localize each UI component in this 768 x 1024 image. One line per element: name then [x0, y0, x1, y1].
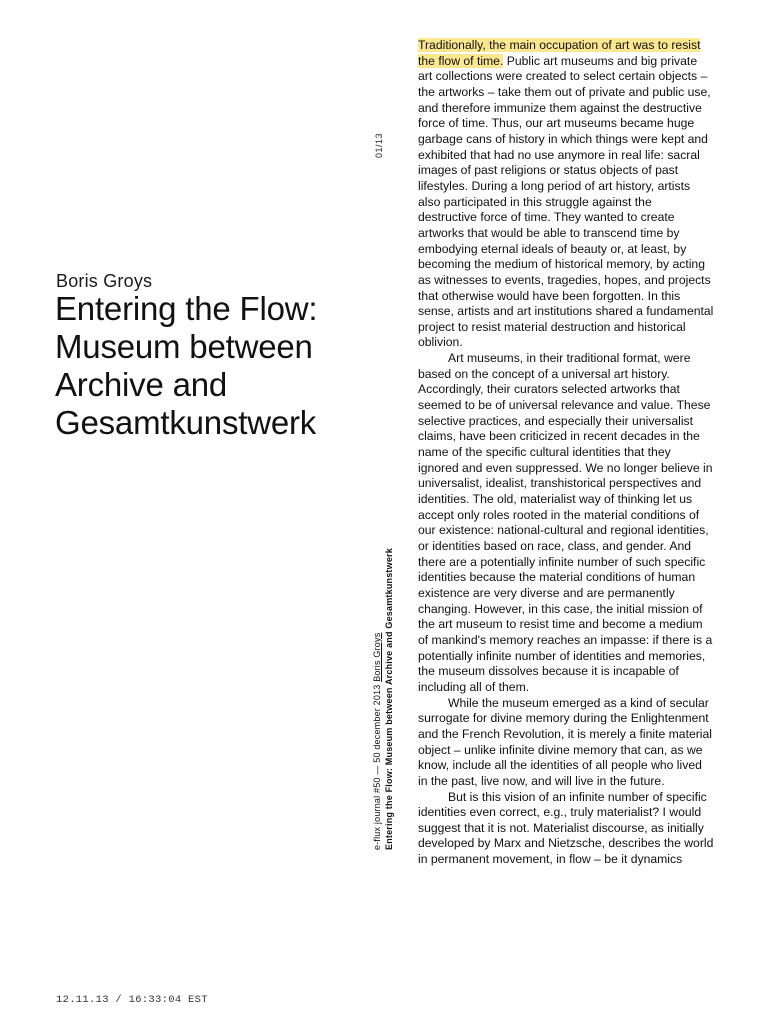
article-body [418, 38, 714, 868]
paragraph: Art museums, in their traditional format, were based on the concept of a universal art history. Accordingly, their curators selected artworks that seemed to be of universal relevance and value. These selective practices, and especially their universalist claims, have been criticized in recent decades in the name of the specific cultural identities that they ignored and even suppressed. We no longer believe in universalist, idealist, transhistorical perspectives and identities. The old, materialist way of thinking let us accept only roles rooted in the material conditions of our existence: national-cultural and regional identities, or identities based on race, class, and gender. And there are a potentially infinite number of such specific identities because the material conditions of human existence are very diverse and are permanently changing. However, in this case, the initial mission of the art museum to resist time and become a medium of mankind's memory reaches an impasse: if there is a potentially infinite number of identities and memories, the museum dissolves because it is incapable of including all of them. [418, 351, 713, 694]
journal-metadata [370, 520, 400, 850]
paragraph-text: Public art museums and big private art collections were created to select certain objects – the artworks – take them out of private and public use, and therefore immunize them against the destructive force of time. Thus, our art museums became huge garbage cans of history in which things were kept and exhibited that had no use anymore in real life: sacral images of past religions or status objects of past lifestyles. During a long period of art history, artists also participated in this struggle against the destructive force of time. They wanted to create artworks that would be able to transcend time by embodying eternal ideals of beauty or, at least, by becoming the medium of historical memory, by acting as witnesses to events, tragedies, hopes, and projects that otherwise would have been forgotten. In this sense, artists and art institutions shared a fundamental project to resist material destruction and historical oblivion. [418, 53, 714, 350]
paragraph: While the museum emerged as a kind of secular surrogate for divine memory during the Enlightenment and the French Revolution, it is merely a finite material object – unlike infinite divine memory that can, as we know, include all the identities of all people who lived in the past, live now, and will live in the future. [418, 695, 712, 788]
author-name: Boris Groys [56, 271, 153, 291]
journal-title: Entering the Flow: Museum between Archive and Gesamtkunstwerk [384, 548, 394, 850]
article-title: Entering the Flow: Museum between Archive and Gesamtkunstwerk [55, 290, 318, 441]
journal-info-line [372, 633, 382, 850]
journal-info: e-flux journal #50 — 50 december 2013 [372, 684, 382, 850]
highlighted-text: Traditionally, the main occupation of art was to resist the flow of time. [418, 38, 701, 68]
journal-author-link[interactable]: Boris Groys [372, 632, 382, 682]
paragraph: But is this vision of an infinite number of specific identities even correct, e.g., truly materialist? I would suggest that it is not. Materialist discourse, as initially developed by Marx and Nietzsche, describes the world in permanent movement, in flow – be it dynamics [418, 789, 714, 867]
print-timestamp: 12.11.13 / 16:33:04 EST [56, 994, 208, 1006]
page-number-label: 01/13 [374, 132, 384, 158]
page-number [366, 128, 396, 158]
paragraph [418, 38, 714, 351]
